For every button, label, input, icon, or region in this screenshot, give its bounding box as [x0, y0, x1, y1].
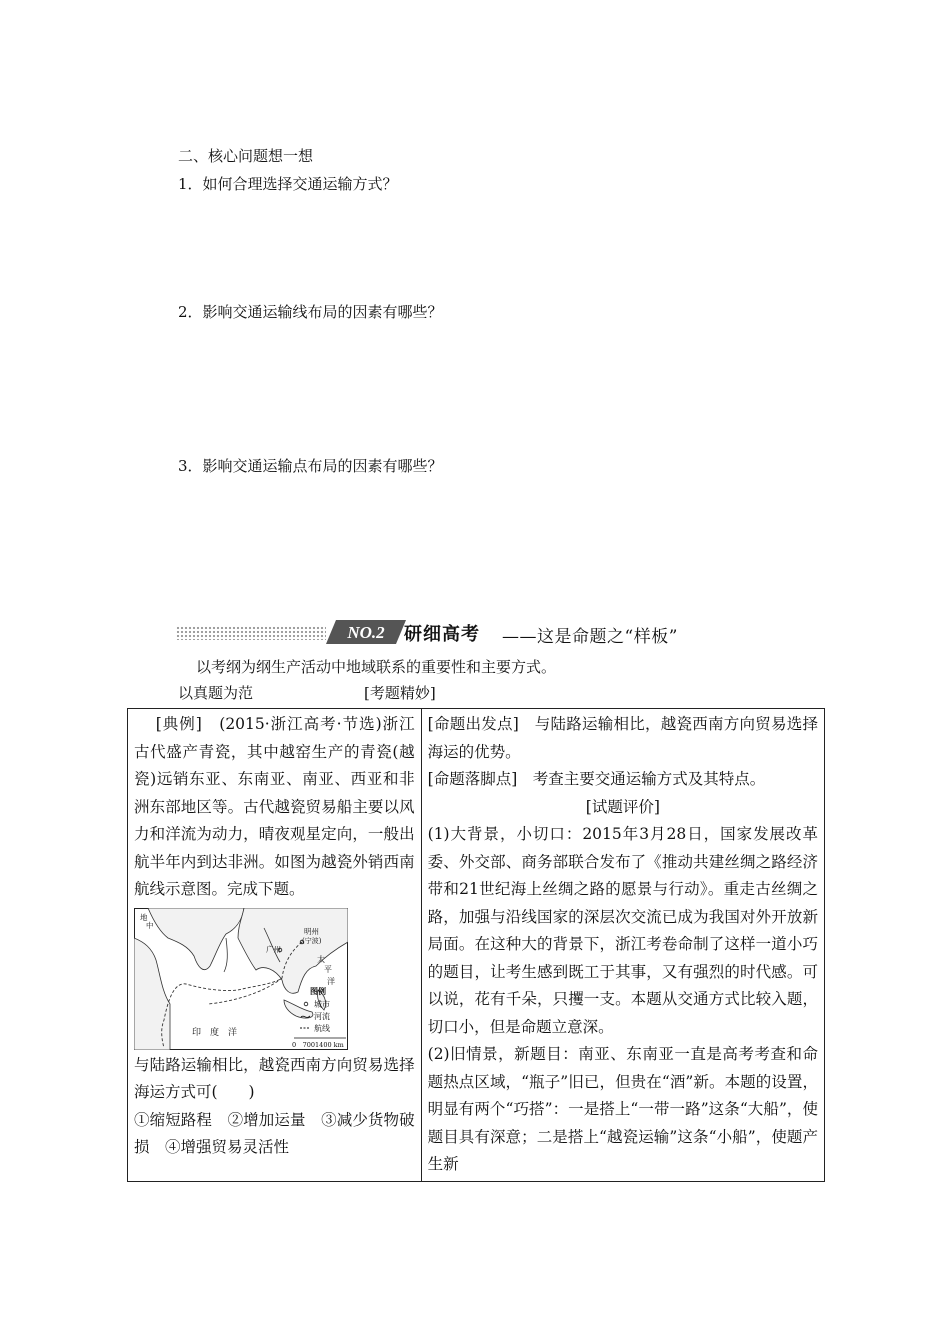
evaluation-heading: [试题评价]: [585, 797, 660, 816]
map-label-pacific-2: 平: [324, 964, 332, 974]
legend-title: 图例: [310, 985, 326, 996]
question-stem: 与陆路运输相比，越瓷西南方向贸易选择海运方式可( ): [134, 1055, 415, 1101]
evaluation-para-1: (1)大背景，小切口：2015年3月28日，国家发展改革委、外交部、商务部联合发布了《推动共建丝绸之路经济带和21世纪海上丝绸之路的愿景与行动》。重走古丝绸之路，加强与沿线国家的深层次交流已成为我国对外开放新局面。在这种大的背景下，浙江考卷命制了这样一道小巧的题目，让考生感到既工于其事，又有强烈的时代感。可以说，花有千朵，只攫一支。本题从交通方式比较入题，切口小，但是命题立意深。: [427, 825, 818, 1036]
no2-badge: [326, 620, 406, 644]
banner-title: 研细高考: [404, 624, 480, 645]
map-label-ocean: 印 度 洋: [192, 1027, 238, 1038]
map-scale: 0 7001400 km: [292, 1040, 344, 1049]
evaluation-para-2: (2)旧情景，新题目：南亚、东南亚一直是高考考查和命题热点区域，“瓶子”旧已，但贵在“酒”新。本题的设置，明显有两个“巧搭”：一是搭上“一带一路”这条“大船”，使题目具有深意；二是搭上“越瓷运输”这条“小船”，使题产生新: [427, 1045, 818, 1173]
question-1: 1．如何合理选择交通运输方式？: [178, 175, 398, 193]
example-stem: [典例] (2015·浙江高考·节选)浙江古代盛产青瓷，其中越窑生产的青瓷(越瓷)远销东亚、东南亚、南亚、西亚和非洲东部地区等。古代越瓷贸易船主要以风力和洋流为动力，晴夜观星定向，一般出航半年内到达非洲。如图为越瓷外销西南航线示意图。完成下题。: [134, 715, 415, 898]
right-column: [421, 709, 824, 1182]
legend-city: 城市: [314, 999, 330, 1009]
banner-subtitle: ——这是命题之“样板”: [502, 627, 678, 647]
section-banner: [176, 616, 776, 648]
question-3: 3．影响交通运输点布局的因素有哪些？: [178, 457, 443, 475]
badge-text: NO.2: [347, 623, 385, 642]
route-map: [134, 908, 348, 1050]
map-label-pacific-3: 洋: [327, 976, 335, 986]
focus-point: [命题落脚点] 考查主要交通运输方式及其特点。: [427, 770, 766, 788]
example-table: [127, 708, 825, 1182]
map-label-mingzhou: 明州: [304, 926, 319, 936]
intro-line-1: 以考纲为纲生产活动中地域联系的重要性和主要方式。: [196, 658, 557, 676]
banner-dots: [176, 626, 326, 640]
map-label-topleft-1: 地: [140, 912, 148, 922]
intro-line-2b: [考题精妙]: [364, 684, 436, 702]
legend-route: 航线: [314, 1023, 330, 1033]
map-label-topleft-2: 中: [146, 920, 154, 930]
left-column: [128, 709, 422, 1182]
answer-options: ①缩短路程 ②增加运量 ③减少货物破损 ④增强贸易灵活性: [134, 1110, 415, 1156]
origin-point: [命题出发点] 与陆路运输相比，越瓷西南方向贸易选择海运的优势。: [427, 715, 818, 761]
map-label-guangzhou: 广州: [266, 944, 281, 954]
section-heading: 二、核心问题想一想: [178, 147, 314, 165]
intro-line-2a: 以真题为范: [178, 684, 254, 702]
map-label-pacific-1: 太: [317, 954, 325, 964]
question-2: 2．影响交通运输线布局的因素有哪些？: [178, 303, 443, 321]
legend-river: 河流: [314, 1011, 330, 1021]
map-label-ningbo: (宁波): [302, 936, 322, 945]
